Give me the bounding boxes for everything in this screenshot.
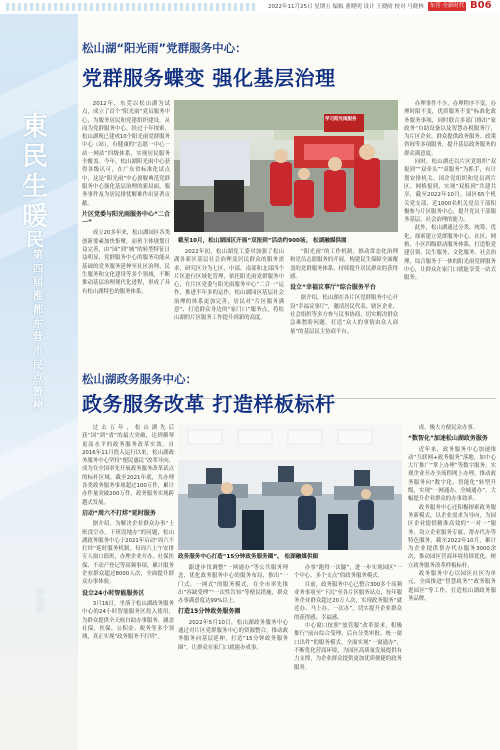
issue-info: 2022年11月25日 星期五 编辑 董晓明 设计 王晓晴 校对 马晓林 — [268, 4, 424, 10]
body-paragraph: 政务服务中心还积极探索政务服务新模式，以企业需求为导向，为园区企业提供精准高效的“一对一”服务，设立企业服务专窗、帮办代办等特色服务，截至2022年10月，累计为企业提供帮办代办服务3000余次，推动园区营商环境持续优化，树立政务服务改革样板标杆。 — [408, 504, 496, 569]
body-paragraph: 据介绍，松山湖在各片区党群服务中心开设“幸福议事厅”，邀请居民代表、辖区企业、社会组织等多方参与议事协商，切实解决群众急难愁盼问题，打造“众人的事情由众人商量”的基层民主协商平台。 — [290, 295, 398, 335]
body-paragraph: 成立20多年来，松山湖园区各类创新要素加快集聚，而班主体规划日益完善，由“园”到“城”的转型特征日益明显，党群服务中心的服务功能从基础的党务服务延伸至社区治理、民生服务和文化建设等多个领域，不断推动基层治理现代化进程，形成了具有松山湖特色的服务体系。 — [82, 230, 170, 295]
article2-col3 — [294, 564, 402, 750]
body-paragraph: 成，极大方便民众办事。 — [418, 425, 479, 431]
body-paragraph: 2022年初，松山湖党工委对加强了松山湖各新区基层社会治理及居民群众的服务需求，研究区分为七区、中部、南部和北部四个片区进行区域化管理，依托阳光雨党群服务中心，在片区党委与阳光雨服务中心“二合一”运作，推进半年多的运作，松山湖园区基层社会治理的体系更加完善，居民对“片区服务满意”，打造群众身边的“家门口”服务点，将松山湖的片区服务工作提升到新的高度。 — [174, 249, 284, 322]
sidebar-decoration — [0, 406, 78, 501]
article1-col4 — [404, 100, 496, 390]
article2-photo — [178, 424, 402, 550]
body-paragraph: 中心窗口按照“放管服”改革要求，积极推行“前台综合受理、后台分类审批、统一窗口出件”的服务模式，全面实现“一窗通办”，不断优化营商环境，为园区高质量发展提供有力支撑，为企业群众提供更加优质便捷的政务服务。 — [294, 623, 402, 671]
article2-col1 — [82, 424, 174, 750]
page-header-bar — [0, 0, 500, 14]
section-subhead: 打造15分钟政务服务圈 — [178, 608, 241, 616]
article1-col1 — [82, 100, 170, 390]
body-paragraph: 目前，政务服务中心已整合300多个高频业务事项至“下沉”至各片区服务站点，每年服务企业群众超过20万人次，实现政务服务“就近办、马上办、一次办”，切实提升企业群众的获得感、幸福感。 — [294, 581, 402, 621]
body-paragraph: “阳光雨”的工作机制，推动常态化治理和党员志愿服务的开展，构建民生保障全面覆盖的党群服务体系，持续提升居民群众的获得感。 — [290, 249, 398, 280]
section-subhead: 设立“幸福议事厅”综合服务平台 — [290, 284, 376, 292]
article1-col3 — [290, 248, 398, 390]
header-decoration — [6, 3, 256, 11]
body-paragraph: 办事“跑得一次腿”，进一步实现园区“一个中心、多个支点”的政务服务模式。 — [294, 565, 402, 580]
article2-kicker: 松山湖政务服务中心： — [82, 372, 197, 386]
body-paragraph: 2012年，东莞以松山湖为试点，成立了首个“阳光雨”党员服务中心，为服务居民和党建组织建设，从而为党群服务中心，经过十年探索，松山湖现已建成10个阳光雨党群服务中心（站），有健康的“志愿一中心一站一网站”四级体系，实现居民服务全覆盖。今年，松山湖阳光雨中心获得各级认可，在广东省标准化试点中，这是“阳光雨”中心旗舰典范党群服务中心强化基层治理的新局面，服务事件及为居民排忧解难作出显著贡献。 — [82, 101, 170, 207]
page-number: B06 — [470, 0, 492, 11]
body-paragraph: 近年来，政务服务中心加速推动“互联网+政务服务”落地，如中心大厅推广“掌上办理”等数字服务，实现企业开办全流程网上办理，推动政务服务向“数字化、智能化”转型升级，实现“一网通办、全城通办”，大幅提升企业群众的办事效率。 — [408, 446, 496, 503]
sidebar-char: 民 — [26, 230, 44, 251]
body-paragraph: 办理事件不少，办理程序不变，办理时限不变，优质服务不变”标准化政务服务事项，同时联合多部门推出“家政务”自助设备以及智慧办税服务厅，为片区企业、群众提供政务服务、政策咨询等多项服务，提升基层政务服务的群众满意度。 — [404, 101, 496, 157]
main-content — [82, 14, 496, 750]
sidebar-vertical-sub: 之案例 — [36, 586, 44, 614]
article2-col4 — [408, 424, 496, 750]
sidebar-char: 暖 — [22, 202, 49, 232]
body-paragraph: 3月16日，坐落于松山湖政务服务中心的24小时智能服务区投入使用，为群众提供全天候自助办事服务，涵盖社保、医保、公积金、税务等多个领域，真正实现“政务服务不打烊”。 — [82, 600, 174, 641]
section-subhead: 片区党委与阳光雨服务中心“二合一” — [82, 210, 170, 227]
body-paragraph: 2022年5月10日，松山湖政务服务中心通过对片区党群服务中心的资源整合，推动政务服务向基层延伸，打造“15分钟政务服务圈”，让群众在家门口就能办成事。 — [178, 619, 288, 651]
article1-col2 — [174, 248, 284, 390]
article2-col2 — [178, 564, 288, 750]
body-paragraph: 过去五年，松山湖先后获“国”到“省”的最大突破，达到横琴更高水平的政务服务改革实效。自2016年11月投入运行以来，松山湖政务服务中心坚持“便民惠民”改革导向，成为在全国率先开展政务服务改革试点的标杆区域，截至2021年底，共办理各类政务服务事项超过100万件，累计办件量突破200万件，政务服务实现跨越式发展。 — [82, 425, 174, 506]
article1-headline: 党群服务蝶变 强化基层治理 — [82, 66, 336, 90]
section-subhead: 启动“周六不打烊”延时服务 — [82, 509, 156, 517]
body-paragraph: 据介绍，为解决企业群众办事“上班没空办，下班没地办”的问题，松山湖政务服务中心于2021年启动“周六不打烊”延时服务机制，每周六上午安排专人窗口值班，办理企业开办、社保医保、不动产登记等高频事项，累计服务企业群众超过8000人次，全面提升群众办事体验。 — [82, 521, 174, 586]
article1-kicker: 松山湖“阳光雨”党群服务中心： — [82, 41, 247, 55]
sidebar-char: 東 — [22, 112, 49, 142]
section-sidebar — [0, 14, 78, 750]
article1-photo — [174, 100, 398, 232]
body-paragraph: 跟进步伐调整“一网通办”等公共服务理念，优化政务服务中心的服务布局，推出“一门式、一网式”的服务模式，在全市率先推出“容缺受理”“一次性告知”等便民措施，群众办事满意度达99%以上。 — [178, 565, 288, 605]
sidebar-char: 民 — [22, 142, 49, 172]
body-paragraph: 此外，松山湖通过分类、统筹、优化，探索建立党群服务中心、社区、网格、小区四级联动服务体系，打造集党建引领、民生服务、文化服务、社会治理、综合服务于一体的阳光雨党群服务中心，让群众在家门口就能享受一站式服务。 — [404, 225, 496, 282]
sidebar-vertical-title: 第四届淮都东营市民点赞榜 — [32, 249, 44, 412]
section-tag: 东营·全新时代 — [429, 3, 465, 9]
section-subhead: “数智化”加速松山湖政务服务 — [408, 435, 488, 443]
article1-photo-caption: 截至10月，松山湖园区开展“双报到”活动约900场。 松湖融媒供图 — [178, 238, 347, 244]
body-paragraph: 政务服务中心以园区社区为单元，全面推进“智慧政务”“政务服务进园区”等工作，打造松山湖政务服务品牌。 — [408, 571, 496, 602]
photo-banner-text: 学习阳光雨服务 — [325, 117, 357, 122]
article2-headline: 政务服务改革 打造样板标杆 — [82, 392, 336, 416]
section-subhead: 设立24小时智能服务区 — [82, 589, 145, 597]
article2-photo-caption: 政务服务中心打造“15分钟政务服务圈”。 松湖融媒供图 — [178, 554, 319, 560]
sidebar-char: 生 — [22, 172, 49, 202]
body-paragraph: 同时，松山湖还以片区党组织“双报到”“双牵头”“双服务”为抓手，有计划安排机关、国企党组织和党员到片区、网格报到，实现“双报到”共建共享，截至2022年10月，园区65个机关党支部、近1000名机关党员干部积极参与片区服务中心，提升党员干部服务基层、社会治理的能力。 — [404, 159, 496, 224]
